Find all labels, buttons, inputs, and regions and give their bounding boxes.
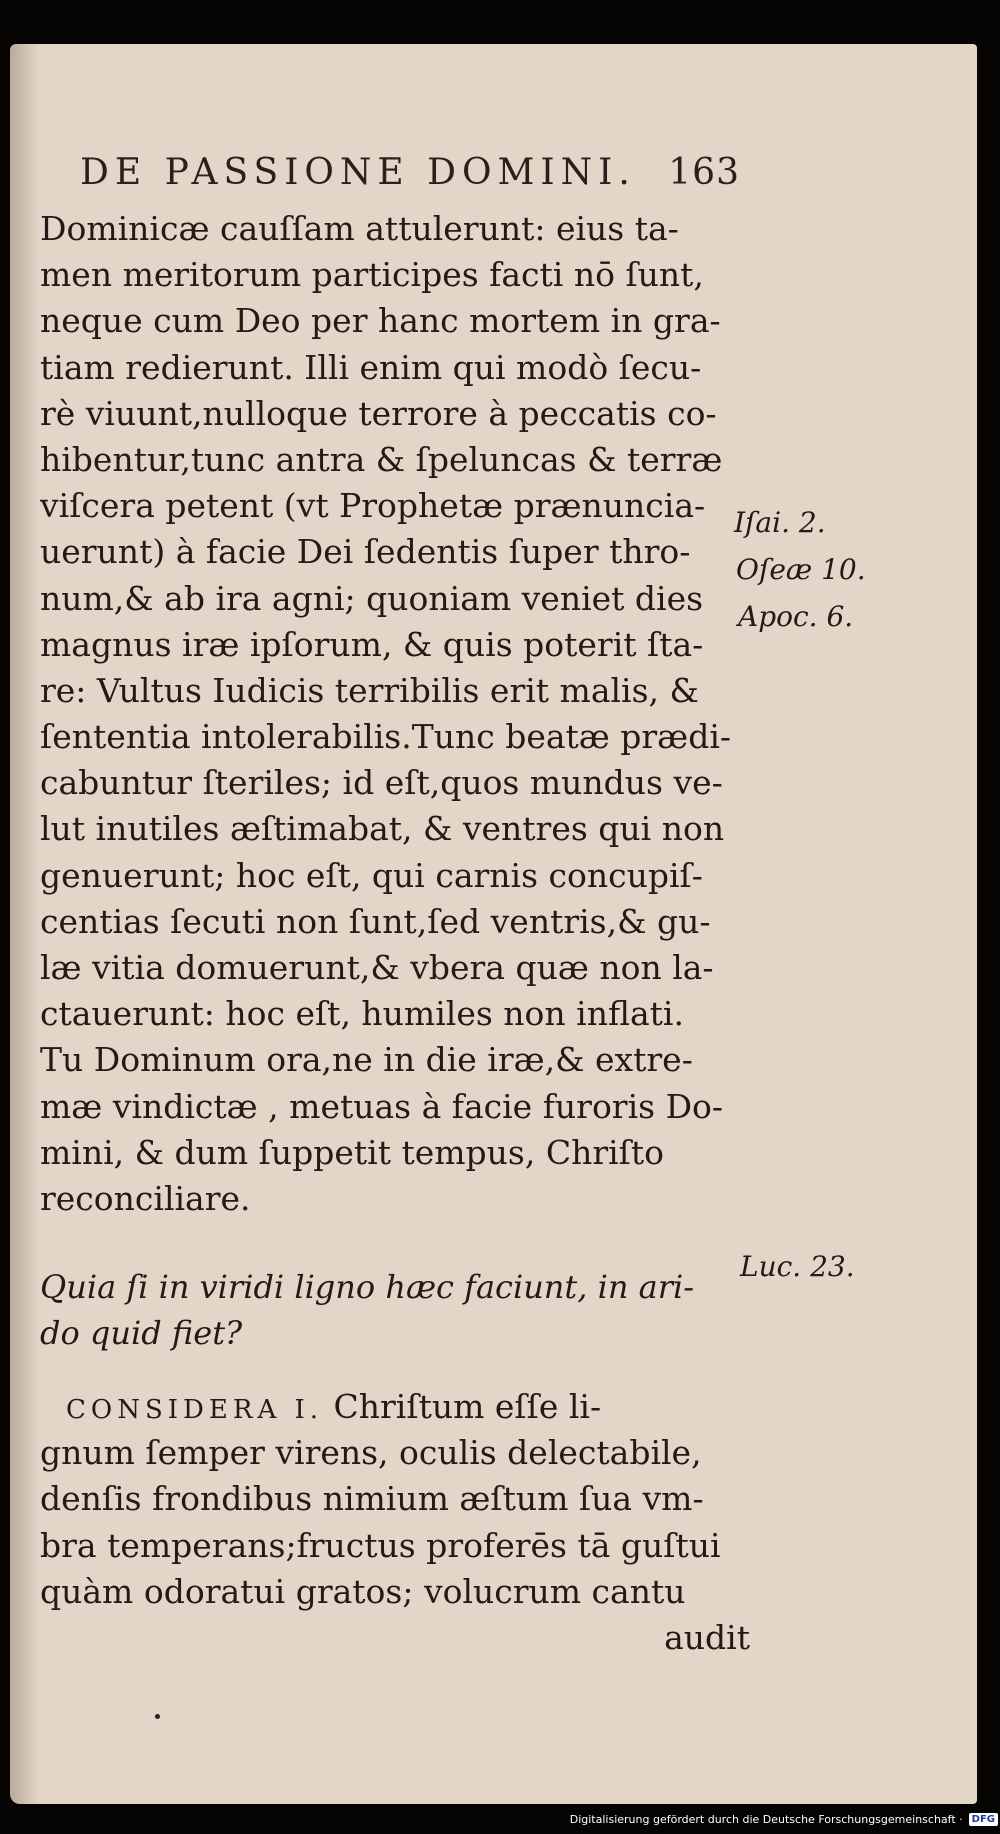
text-line: men meritorum participes facti nō ſunt, (40, 255, 704, 295)
consideration-paragraph (40, 1384, 750, 1661)
text-line: denſis frondibus nimium æſtum ſua vm- (40, 1479, 704, 1519)
margin-note-isai: Iſai. 2. (734, 506, 826, 539)
text-line: magnus iræ ipſorum, & quis poterit ſta- (40, 624, 704, 664)
text-line: neque cum Deo per hanc mortem in gra- (40, 301, 721, 341)
quote-line: do quid fiet? (40, 1314, 243, 1352)
text-line: rè viuunt,nulloque terrore à peccatis co- (40, 393, 717, 433)
text-line: mæ vindictæ , metuas à facie furoris Do- (40, 1086, 724, 1126)
text-line: quàm odoratui gratos; volucrum cantu (40, 1571, 686, 1611)
text-line: mini, & dum ſuppetit tempus, Chriſto (40, 1132, 665, 1172)
text-line: Dominicæ cauſſam attulerunt: eius ta- (40, 209, 679, 248)
text-line: centias ſecuti non ſunt,ſed ventris,& gu- (40, 901, 711, 941)
running-head-title: DE PASSIONE DOMINI. (80, 152, 636, 193)
page-gutter-shadow (10, 44, 40, 1804)
ink-speck (155, 1714, 160, 1719)
margin-note-luc: Luc. 23. (740, 1250, 855, 1283)
running-head (80, 152, 740, 193)
first-line-text: Chriſtum eſſe li- (333, 1387, 602, 1426)
catchword: audit (664, 1617, 750, 1657)
text-line: læ vitia domuerunt,& vbera quæ non la- (40, 948, 714, 987)
text-line: reconciliare. (40, 1178, 251, 1218)
page-number: 163 (668, 152, 740, 193)
consideration-heading: CONSIDERA I. (66, 1395, 324, 1425)
quote-line: Quia ſi in viridi ligno hæc faciunt, in ari- (40, 1268, 695, 1306)
text-line: gnum ſemper virens, oculis delectabile, (40, 1433, 702, 1473)
text-line (40, 1384, 750, 1430)
text-line: ctauerunt: hoc eſt, humiles non inflati. (40, 994, 684, 1034)
scripture-quote (40, 1264, 750, 1356)
text-line: tiam redierunt. Illi enim qui modò ſecu- (40, 347, 702, 387)
text-line: re: Vultus Iudicis terribilis erit malis, & (40, 670, 699, 710)
text-line: ſententia intolerabilis.Tunc beatæ prædi- (40, 717, 732, 757)
text-line: uerunt) à facie Dei ſedentis ſuper thro- (40, 532, 691, 572)
margin-note-apoc: Apoc. 6. (738, 600, 854, 633)
margin-note-osea: Oſeæ 10. (736, 553, 866, 586)
text-line: lut inutiles æſtimabat, & ventres qui non (40, 809, 725, 849)
text-line: bra temperans;fructus proferēs tā guſtui (40, 1525, 721, 1565)
digitization-credit (570, 1813, 998, 1826)
text-line: hibentur,tunc antra & ſpeluncas & terræ (40, 439, 723, 479)
text-line: Tu Dominum ora,ne in die iræ,& extre- (40, 1040, 693, 1080)
credit-text: Digitalisierung gefördert durch die Deutsche Forschungsgemeinschaft · (569, 1813, 963, 1826)
text-line: viſcera petent (vt Prophetæ prænuncia- (40, 486, 706, 526)
main-paragraph (40, 206, 750, 1222)
text-line: genuerunt; hoc eſt, qui carnis concupiſ- (40, 855, 703, 895)
text-line: num,& ab ira agni; quoniam veniet dies (40, 578, 704, 618)
dfg-logo: DFG (969, 1813, 998, 1826)
book-page (10, 44, 977, 1804)
text-line: cabuntur ſteriles; id eſt,quos mundus ve- (40, 763, 723, 803)
